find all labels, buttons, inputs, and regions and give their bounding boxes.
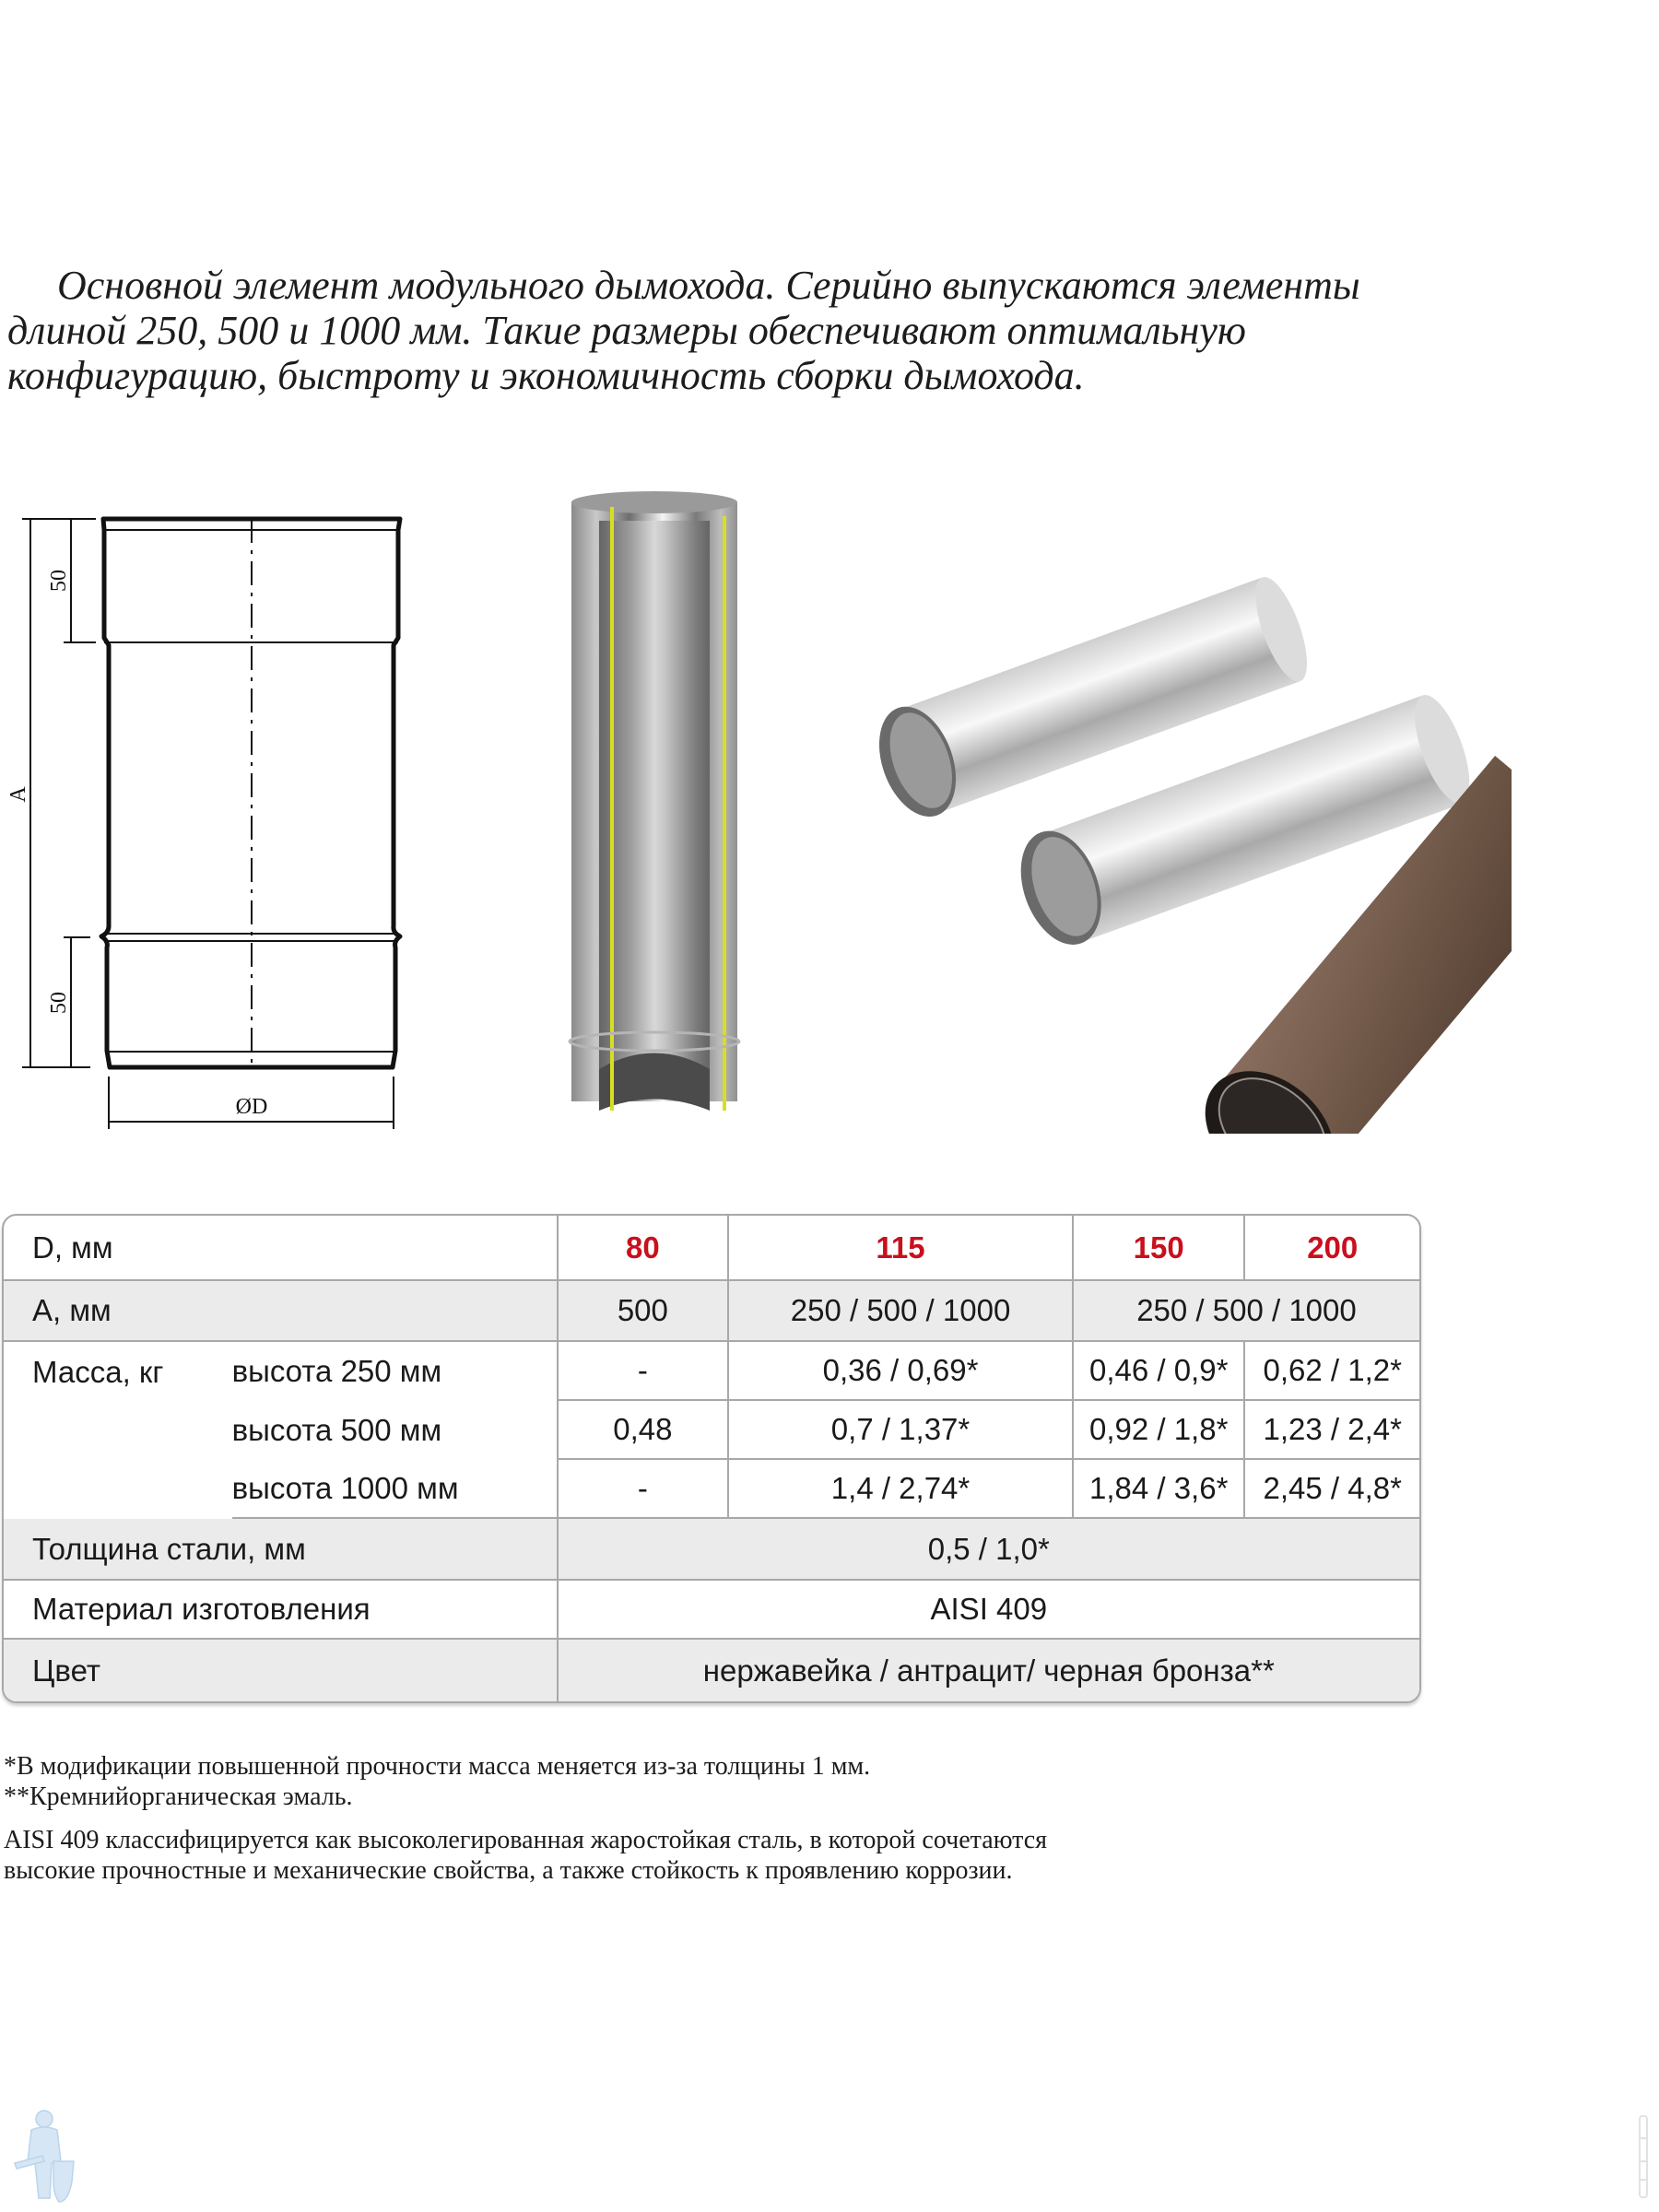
table-cell: 500: [559, 1281, 730, 1342]
pipes-color-variants-image: [830, 571, 1512, 1134]
table-cell: 1,4 / 2,74*: [729, 1460, 1074, 1519]
table-cell: 1,84 / 3,6*: [1074, 1460, 1246, 1519]
plumber-logo-icon: [7, 2106, 76, 2207]
watermark: [1636, 2111, 1651, 2203]
diameter-header: 200: [1245, 1216, 1419, 1281]
table-cell: нержавейка / антрацит/ черная бронза**: [559, 1640, 1419, 1701]
material-description: AISI 409 классифицируется как высоколегированная жаростойкая сталь, в которой сочетаются: [4, 1826, 1048, 1854]
table-row-length: [4, 1281, 1419, 1342]
dimension-label-top-50: 50: [47, 570, 71, 592]
table-cell: 250 / 500 / 1000: [1074, 1281, 1419, 1342]
footnote: **Кремнийорганическая эмаль.: [4, 1783, 353, 1811]
table-row-diameter: [4, 1216, 1419, 1281]
table-cell: 1,23 / 2,4*: [1245, 1401, 1419, 1460]
table-row-mass: [4, 1342, 1419, 1401]
intro-paragraph: [7, 263, 1630, 398]
dimension-label-a: A: [6, 786, 30, 803]
table-cell: AISI 409: [559, 1581, 1419, 1640]
table-cell: -: [559, 1342, 730, 1401]
table-row-color: [4, 1640, 1419, 1701]
table-cell: 0,92 / 1,8*: [1074, 1401, 1246, 1460]
table-cell: 0,5 / 1,0*: [559, 1519, 1419, 1581]
mass-height-label: высота 1000 мм: [232, 1460, 559, 1519]
mass-height-label: высота 500 мм: [232, 1401, 559, 1460]
table-row-thickness: [4, 1519, 1419, 1581]
diameter-header: 80: [559, 1216, 730, 1281]
mass-height-label: высота 250 мм: [232, 1342, 559, 1401]
intro-line: конфигурацию, быстроту и экономичность сборки дымохода.: [7, 353, 1085, 398]
table-cell: 0,7 / 1,37*: [729, 1401, 1074, 1460]
diameter-header: 115: [729, 1216, 1074, 1281]
material-description: высокие прочностные и механические свойства, а также стойкость к проявлению коррозии.: [4, 1856, 1013, 1885]
pipe-technical-drawing: [0, 498, 424, 1143]
dimension-label-bottom-50: 50: [47, 992, 71, 1014]
row-label: Масса, кг: [32, 1355, 164, 1389]
table-cell: 0,36 / 0,69*: [729, 1342, 1074, 1401]
table-row-material: [4, 1581, 1419, 1640]
dimension-label-diameter: ØD: [235, 1095, 268, 1119]
row-label: Цвет: [4, 1640, 559, 1701]
table-cell: 250 / 500 / 1000: [729, 1281, 1074, 1342]
table-cell: 0,46 / 0,9*: [1074, 1342, 1246, 1401]
intro-line: Основной элемент модульного дымохода. Серийно выпускаются элементы: [57, 263, 1360, 308]
footnotes: [4, 1751, 1047, 1886]
row-label: Материал изготовления: [4, 1581, 559, 1640]
table-cell: 2,45 / 4,8*: [1245, 1460, 1419, 1519]
pipe-cutaway-image: [558, 475, 756, 1138]
spec-table: [2, 1214, 1421, 1703]
table-cell: -: [559, 1460, 730, 1519]
table-cell: 0,62 / 1,2*: [1245, 1342, 1419, 1401]
row-label: Толщина стали, мм: [4, 1519, 559, 1581]
row-label: D, мм: [4, 1216, 559, 1281]
row-label: A, мм: [4, 1281, 559, 1342]
intro-line: длиной 250, 500 и 1000 мм. Такие размеры обеспечивают оптимальную: [7, 308, 1246, 353]
table-cell: 0,48: [559, 1401, 730, 1460]
footnote: *В модификации повышенной прочности масса меняется из-за толщины 1 мм.: [4, 1752, 871, 1781]
diameter-header: 150: [1074, 1216, 1246, 1281]
